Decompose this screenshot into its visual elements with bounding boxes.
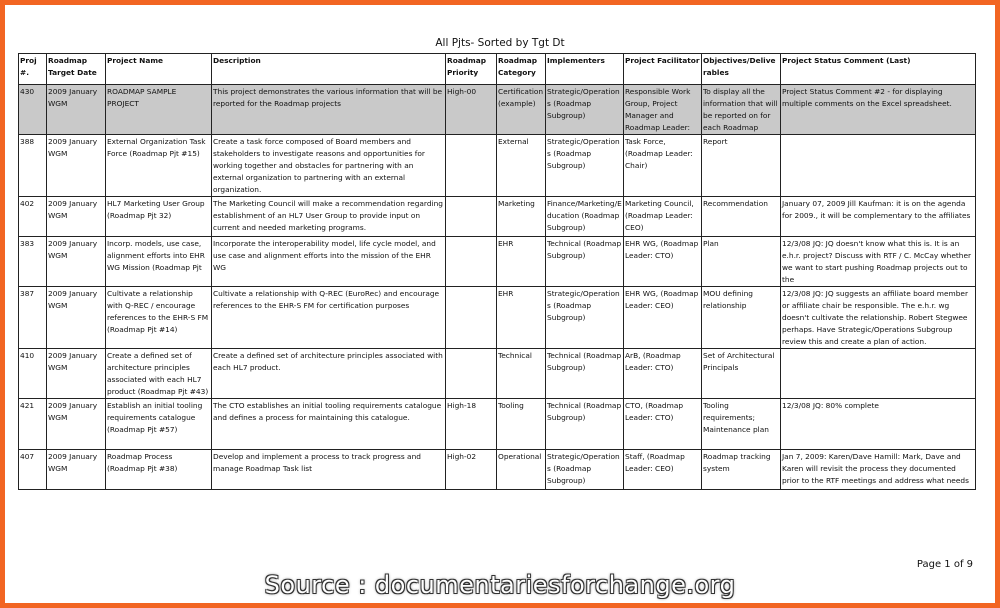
cell-description: Create a task force composed of Board members and stakeholders to investigate reasons and opportunities for working together and obstacles for partnering with an external organization to partnering with an external organization.: [212, 135, 446, 197]
cell-implementers: Strategic/Operations (Roadmap Subgroup): [546, 287, 624, 349]
cell-status-comment: January 07, 2009 Jill Kaufman: it is on the agenda for 2009., it will be complementary to the affiliates: [781, 197, 976, 237]
projects-table: [18, 53, 976, 490]
cell-objectives: Plan: [702, 237, 781, 287]
table-row: [19, 349, 976, 399]
cell-implementers: Finance/Marketing/Education (Roadmap Subgroup): [546, 197, 624, 237]
cell-priority: High-00: [446, 85, 497, 135]
cell-project-name: Roadmap Process (Roadmap Pjt #38): [106, 450, 212, 490]
col-header-objectives: Objectives/Deliverables: [702, 54, 781, 85]
cell-target-date: 2009 January WGM: [47, 197, 106, 237]
cell-target-date: 2009 January WGM: [47, 349, 106, 399]
cell-priority: [446, 287, 497, 349]
cell-implementers: Strategic/Operations (Roadmap Subgroup): [546, 450, 624, 490]
cell-description: The Marketing Council will make a recommendation regarding establishment of an HL7 User Group to provide input on current and needed marketing programs.: [212, 197, 446, 237]
cell-description: Create a defined set of architecture principles associated with each HL7 product.: [212, 349, 446, 399]
cell-implementers: Technical (Roadmap Subgroup): [546, 399, 624, 450]
table-row: [19, 135, 976, 197]
cell-project-name: External Organization Task Force (Roadmap Pjt #15): [106, 135, 212, 197]
cell-priority: High-18: [446, 399, 497, 450]
cell-objectives: MOU defining relationship: [702, 287, 781, 349]
cell-proj-num: 430: [19, 85, 47, 135]
cell-priority: [446, 349, 497, 399]
col-header-project-name: Project Name: [106, 54, 212, 85]
cell-proj-num: 410: [19, 349, 47, 399]
table-row: [19, 237, 976, 287]
cell-facilitator: Responsible Work Group, Project Manager and Roadmap Leader:: [624, 85, 702, 135]
col-header-description: Description: [212, 54, 446, 85]
cell-implementers: Technical (Roadmap Subgroup): [546, 237, 624, 287]
col-header-target-date: Roadmap Target Date: [47, 54, 106, 85]
page-number: Page 1 of 9: [916, 559, 973, 570]
cell-proj-num: 383: [19, 237, 47, 287]
cell-objectives: Tooling requirements; Maintenance plan: [702, 399, 781, 450]
col-header-priority: Roadmap Priority: [446, 54, 497, 85]
cell-target-date: 2009 January WGM: [47, 287, 106, 349]
cell-description: This project demonstrates the various information that will be reported for the Roadmap projects: [212, 85, 446, 135]
cell-implementers: Technical (Roadmap Subgroup): [546, 349, 624, 399]
cell-project-name: ROADMAP SAMPLE PROJECT: [106, 85, 212, 135]
table-row: [19, 287, 976, 349]
cell-priority: High-02: [446, 450, 497, 490]
cell-status-comment: 12/3/08 JQ: 80% complete: [781, 399, 976, 450]
cell-objectives: Roadmap tracking system: [702, 450, 781, 490]
cell-project-name: Establish an initial tooling requirements catalogue (Roadmap Pjt #57): [106, 399, 212, 450]
cell-target-date: 2009 January WGM: [47, 135, 106, 197]
cell-project-name: HL7 Marketing User Group (Roadmap Pjt 32): [106, 197, 212, 237]
cell-category: EHR: [497, 237, 546, 287]
sheet-title: All Pjts- Sorted by Tgt Dt: [435, 37, 565, 49]
cell-target-date: 2009 January WGM: [47, 85, 106, 135]
cell-category: Marketing: [497, 197, 546, 237]
cell-priority: [446, 135, 497, 197]
col-header-category: Roadmap Category: [497, 54, 546, 85]
cell-description: Cultivate a relationship with Q-REC (EuroRec) and encourage references to the EHR-S FM for certification purposes: [212, 287, 446, 349]
col-header-implementers: Implementers: [546, 54, 624, 85]
cell-description: The CTO establishes an initial tooling requirements catalogue and defines a process for maintaining this catalogue.: [212, 399, 446, 450]
cell-facilitator: EHR WG, (Roadmap Leader: CTO): [624, 237, 702, 287]
cell-status-comment: Jan 7, 2009: Karen/Dave Hamill: Mark, Dave and Karen will revisit the process they documented prior to the RTF meetings and address what needs: [781, 450, 976, 490]
cell-priority: [446, 237, 497, 287]
cell-implementers: Strategic/Operations (Roadmap Subgroup): [546, 135, 624, 197]
cell-status-comment: 12/3/08 JQ: JQ doesn't know what this is. It is an e.h.r. project? Discuss with RTF / C. McCay whether we want to start pushing Roadmap projects out to the: [781, 237, 976, 287]
cell-description: Incorporate the interoperability model, life cycle model, and use case and alignment efforts into the mission of the EHR WG: [212, 237, 446, 287]
cell-facilitator: CTO, (Roadmap Leader: CTO): [624, 399, 702, 450]
cell-facilitator: Staff, (Roadmap Leader: CEO): [624, 450, 702, 490]
col-header-facilitator: Project Facilitator: [624, 54, 702, 85]
cell-category: EHR: [497, 287, 546, 349]
cell-category: Tooling: [497, 399, 546, 450]
cell-target-date: 2009 January WGM: [47, 237, 106, 287]
cell-implementers: Strategic/Operations (Roadmap Subgroup): [546, 85, 624, 135]
cell-target-date: 2009 January WGM: [47, 450, 106, 490]
cell-objectives: Set of Architectural Principals: [702, 349, 781, 399]
cell-priority: [446, 197, 497, 237]
cell-status-comment: [781, 349, 976, 399]
cell-category: External: [497, 135, 546, 197]
cell-category: Operational: [497, 450, 546, 490]
cell-proj-num: 402: [19, 197, 47, 237]
cell-objectives: Report: [702, 135, 781, 197]
cell-status-comment: [781, 135, 976, 197]
cell-objectives: Recommendation: [702, 197, 781, 237]
table-row: [19, 450, 976, 490]
cell-category: Certification (example): [497, 85, 546, 135]
table-row: [19, 85, 976, 135]
cell-facilitator: ArB, (Roadmap Leader: CTO): [624, 349, 702, 399]
cell-target-date: 2009 January WGM: [47, 399, 106, 450]
cell-project-name: Create a defined set of architecture principles associated with each HL7 product (Roadmap Pjt #43): [106, 349, 212, 399]
cell-proj-num: 387: [19, 287, 47, 349]
col-header-status-comment: Project Status Comment (Last): [781, 54, 976, 85]
cell-project-name: Cultivate a relationship with Q-REC / encourage references to the EHR-S FM (Roadmap Pjt #14): [106, 287, 212, 349]
cell-facilitator: Task Force, (Roadmap Leader: Chair): [624, 135, 702, 197]
source-caption: Source : documentariesforchange.org: [264, 571, 736, 599]
cell-proj-num: 407: [19, 450, 47, 490]
cell-status-comment: 12/3/08 JQ: JQ suggests an affiliate board member or affiliate chair be responsible. The e.h.r. wg doesn't cultivate the relationship. Robert Stegwee perhaps. Have Strategic/Operations Subgroup review this and create a plan of action.: [781, 287, 976, 349]
cell-category: Technical: [497, 349, 546, 399]
cell-facilitator: EHR WG, (Roadmap Leader: CEO): [624, 287, 702, 349]
cell-description: Develop and implement a process to track progress and manage Roadmap Task list: [212, 450, 446, 490]
col-header-proj-num: Proj #.: [19, 54, 47, 85]
cell-status-comment: Project Status Comment #2 - for displaying multiple comments on the Excel spreadsheet.: [781, 85, 976, 135]
table-row: [19, 399, 976, 450]
cell-objectives: To display all the information that will be reported on for each Roadmap: [702, 85, 781, 135]
cell-facilitator: Marketing Council, (Roadmap Leader: CEO): [624, 197, 702, 237]
cell-project-name: Incorp. models, use case, alignment efforts into EHR WG Mission (Roadmap Pjt: [106, 237, 212, 287]
cell-proj-num: 388: [19, 135, 47, 197]
table-row: [19, 197, 976, 237]
header-row: [19, 54, 976, 85]
cell-proj-num: 421: [19, 399, 47, 450]
